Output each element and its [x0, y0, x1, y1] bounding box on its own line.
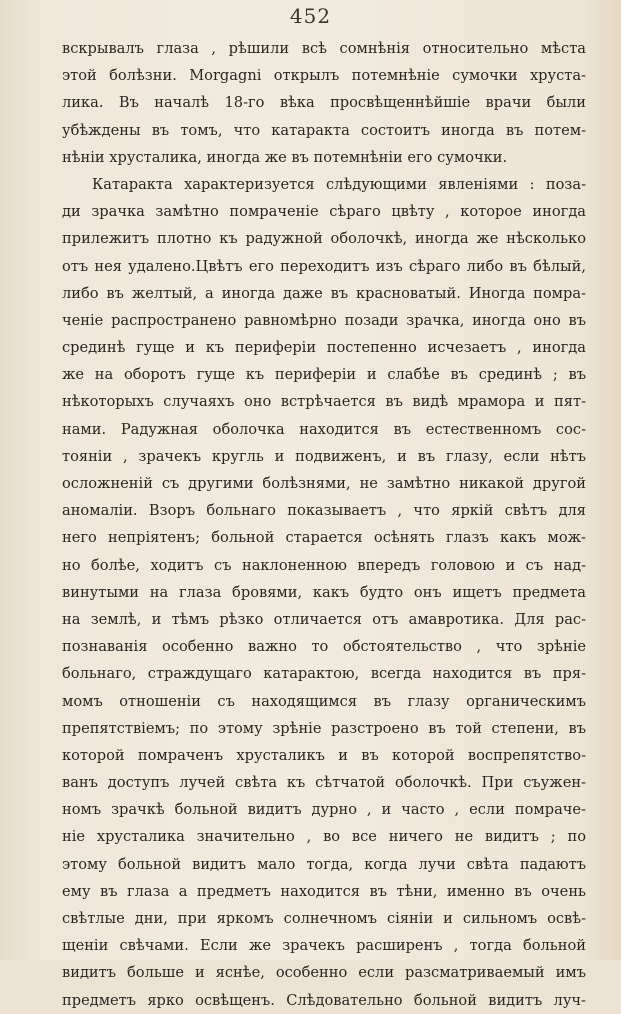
text-line: но болѣе, ходитъ съ наклоненною впередъ головою и съ над- — [62, 556, 586, 574]
text-line: ванъ доступъ лучей свѣта къ сѣтчатой оболочкѣ. При съужен- — [62, 774, 586, 792]
text-line: предметъ ярко освѣщенъ. Слѣдовательно больной видитъ луч- — [62, 991, 586, 1009]
text-line: лика. Въ началѣ 18-го вѣка просвѣщеннѣйшіе врачи были — [62, 94, 586, 112]
text-line: номъ зрачкѣ больной видитъ дурно , и часто , если помраче- — [62, 801, 586, 819]
text-line: ему въ глаза а предметъ находится въ тѣни, именно въ очень — [62, 882, 586, 900]
text-line: этой болѣзни. Morgagni открылъ потемнѣніе сумочки хруста- — [62, 67, 586, 85]
text-line: отъ нея удалено.Цвѣтъ его переходитъ изъ сѣраго либо въ бѣлый, — [62, 257, 586, 275]
text-line: вскрывалъ глаза , рѣшили всѣ сомнѣнія относительно мѣста — [62, 40, 586, 57]
text-line: нѣкоторыхъ случаяхъ оно встрѣчается въ видѣ мрамора и пят- — [62, 393, 586, 411]
text-line: видитъ больше и яснѣе, особенно если разсматриваемый имъ — [62, 964, 586, 982]
text-line: осложненій съ другими болѣзнями, не замѣтно никакой другой — [62, 475, 586, 492]
text-line: Катаракта характеризуется слѣдующими явленіями : поза- — [92, 175, 586, 193]
text-line: же на оборотъ гуще къ периферіи и слабѣе въ срединѣ ; въ — [62, 366, 586, 384]
text-line: больнаго, страждущаго катарактою, всегда находится въ пря- — [62, 665, 586, 683]
text-line: тояніи , зрачекъ кругль и подвиженъ, и въ глазу, если нѣтъ — [62, 447, 586, 465]
text-line: ченіе распространено равномѣрно позади зрачка, иногда оно въ — [62, 311, 586, 329]
body-text — [62, 35, 586, 1014]
text-line: нами. Радужная оболочка находится въ естественномъ сос- — [62, 420, 586, 438]
text-line: свѣтлые дни, при яркомъ солнечномъ сіяніи и сильномъ освѣ- — [62, 910, 586, 927]
text-line: на землѣ, и тѣмъ рѣзко отличается отъ амавротика. Для рас- — [62, 610, 586, 628]
text-line: этому больной видитъ мало тогда, когда лучи свѣта падаютъ — [62, 855, 586, 873]
text-line: срединѣ гуще и къ периферіи постепенно исчезаетъ , иногда — [62, 339, 586, 357]
text-line: щеніи свѣчами. Если же зрачекъ расширенъ , тогда больной — [62, 937, 586, 955]
text-line: аномаліи. Взоръ больнаго показываетъ , что яркій свѣтъ для — [62, 502, 586, 520]
text-line: либо въ желтый, а иногда даже въ красноватый. Иногда помра- — [62, 284, 586, 302]
text-line: познаванія особенно важно то обстоятельство , что зрѣніе — [62, 638, 586, 656]
text-line: которой помраченъ хрусталикъ и въ которой воспрепятство- — [62, 746, 586, 764]
text-line: нѣніи хрусталика, иногда же въ потемнѣніи его сумочки. — [62, 148, 508, 166]
text-line: убѣждены въ томъ, что катаракта состоитъ иногда въ потем- — [62, 121, 586, 139]
text-line: препятствіемъ; по этому зрѣніе разстроено въ той степени, въ — [62, 719, 586, 737]
text-line: него непріятенъ; больной старается осѣнять глазъ какъ мож- — [62, 529, 586, 547]
text-line: ди зрачка замѣтно помраченіе сѣраго цвѣту , которое иногда — [62, 203, 586, 221]
page-number: 452 — [289, 4, 332, 28]
text-line: прилежитъ плотно къ радужной оболочкѣ, иногда же нѣсколько — [62, 230, 586, 248]
text-line: винутыми на глаза бровями, какъ будто онъ ищетъ предмета — [62, 583, 586, 601]
text-line: ніе хрусталика значительно , во все ничего не видитъ ; по — [62, 828, 586, 846]
text-line: момъ отношеніи съ находящимся въ глазу органическимъ — [62, 692, 586, 710]
